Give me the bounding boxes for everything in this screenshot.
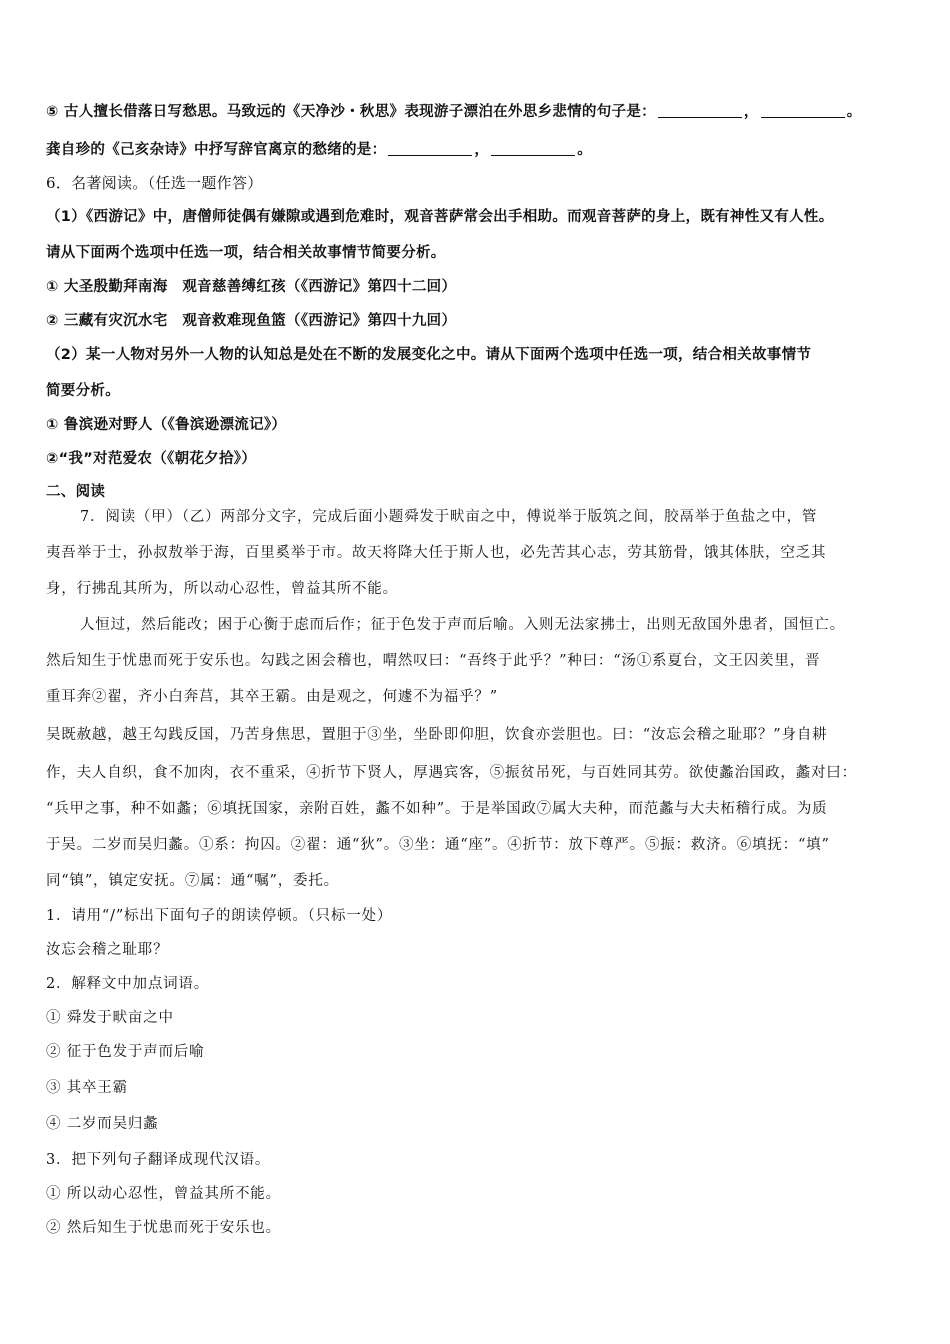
answer-blank[interactable] <box>388 140 472 156</box>
question-6-title: 6．名著阅读。（任选一题作答） <box>46 174 263 192</box>
sub-question-1: 1．请用“/”标出下面句子的朗读停顿。（只标一处） <box>46 908 393 924</box>
q6-part1-option: ② 三藏有灾沉水宅 观音救难现鱼篮（《西游记》第四十九回） <box>46 313 457 329</box>
question-5-item-5-cont <box>46 139 916 161</box>
passage-line: 吴既赦越，越王勾践反国，乃苦身焦思，置胆于③坐，坐卧即仰胆，饮食亦尝胆也。曰：“汝忘会稽之耻耶？”身自耕 <box>46 727 828 743</box>
passage-line: 人恒过，然后能改；困于心衡于虑而后作；征于色发于声而后喻。入则无法家拂士，出则无敌国外患者，国恒亡。 <box>80 617 845 633</box>
passage-line: 于吴。二岁而吴归蠡。①系：拘囚。②翟：通“狄”。③坐：通“座”。④折节：放下尊严。⑤振：救济。⑥填抚：“填” <box>46 837 830 853</box>
passage-line: 重耳奔②翟，齐小白奔莒，其卒王霸。由是观之，何遽不为福乎？” <box>46 689 498 705</box>
prompt-text: 龚自珍的《己亥杂诗》中抒写辞官离京的愁绪的是： <box>46 142 387 158</box>
question-5-item-5 <box>46 101 916 123</box>
q6-part1-option: ① 大圣殷勤拜南海 观音慈善缚红孩（《西游记》第四十二回） <box>46 279 457 295</box>
answer-blank[interactable] <box>658 102 742 118</box>
q6-part2-option: ① 鲁滨逊对野人（《鲁滨逊漂流记》） <box>46 417 287 433</box>
sub-question-2-item: ④ 二岁而吴归蠡 <box>46 1116 159 1132</box>
q6-part2-text: （2）某一人物对另外一人物的认知总是处在不断的发展变化之中。请从下面两个选项中任选一项，结合相关故事情节 <box>46 347 812 363</box>
sub-question-2: 2．解释文中加点词语。 <box>46 976 210 992</box>
sub-question-3: 3．把下列句子翻译成现代汉语。 <box>46 1152 271 1168</box>
answer-blank[interactable] <box>491 140 575 156</box>
q6-part2-option: ②“我”对范爱农（《朝花夕拾》） <box>46 451 257 467</box>
passage-line: 夷吾举于士，孙叔敖举于海，百里奚举于市。故天将降大任于斯人也，必先苦其心志，劳其筋骨，饿其体肤，空乏其 <box>46 545 827 561</box>
q6-part2-text: 简要分析。 <box>46 383 120 399</box>
separator: ， <box>474 142 490 158</box>
passage-line: 身，行拂乱其所为，所以动心忍性，曾益其所不能。 <box>46 581 398 597</box>
sub-question-1-sentence: 汝忘会稽之耻耶？ <box>46 942 169 958</box>
sub-question-3-item: ② 然后知生于忧患而死于安乐也。 <box>46 1220 281 1236</box>
sub-question-2-item: ① 舜发于畎亩之中 <box>46 1010 174 1026</box>
sub-question-3-item: ① 所以动心忍性，曾益其所不能。 <box>46 1186 281 1202</box>
sub-question-2-item: ② 征于色发于声而后喻 <box>46 1044 205 1060</box>
passage-line: 作，夫人自织，食不加肉，衣不重采，④折节下贤人，厚遇宾客，⑤振贫吊死，与百姓同其劳。欲使蠡治国政，蠡对曰： <box>46 765 857 781</box>
section-heading: 二、阅读 <box>46 484 106 500</box>
passage-line: 同“镇”，镇定安抚。⑦属：通“嘱”，委托。 <box>46 873 339 889</box>
prompt-text: ⑤ 古人擅长借落日写愁思。马致远的《天净沙・秋思》表现游子漂泊在外思乡悲情的句子是： <box>46 104 656 120</box>
separator: ， <box>743 104 759 120</box>
q6-part1-text: （1）《西游记》中，唐僧师徒偶有嫌隙或遇到危难时，观音菩萨常会出手相助。而观音菩萨的身上，既有神性又有人性。 <box>46 209 834 225</box>
end-mark: 。 <box>846 104 862 120</box>
passage-line: 然后知生于忧患而死于安乐也。勾践之困会稽也，喟然叹曰：“吾终于此乎？”种曰：“汤①系夏台，文王囚羑里，晋 <box>46 653 821 669</box>
end-mark: 。 <box>577 142 593 158</box>
q6-part1-text: 请从下面两个选项中任选一项，结合相关故事情节简要分析。 <box>46 245 446 261</box>
sub-question-2-item: ③ 其卒王霸 <box>46 1080 128 1096</box>
answer-blank[interactable] <box>761 102 845 118</box>
passage-line: 7．阅读（甲）（乙）两部分文字，完成后面小题舜发于畎亩之中，傅说举于版筑之间，胶鬲举于鱼盐之中，管 <box>80 509 818 525</box>
passage-line: “兵甲之事，种不如蠡；⑥填抚国家，亲附百姓，蠡不如种”。于是举国政⑦属大夫种，而范蠡与大夫柘稽行成。为质 <box>46 801 828 817</box>
